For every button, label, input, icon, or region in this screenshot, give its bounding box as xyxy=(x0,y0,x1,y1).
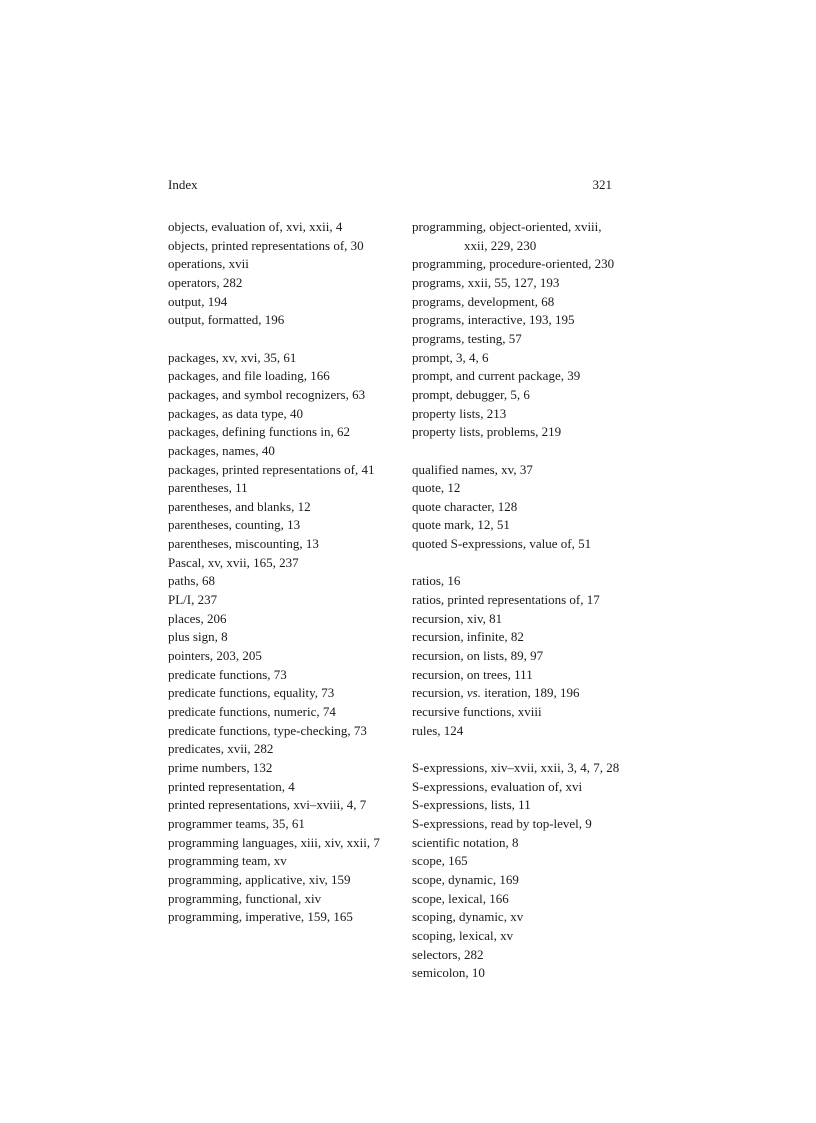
index-entry: S-expressions, lists, 11 xyxy=(412,797,531,813)
index-entry: plus sign, 8 xyxy=(168,629,228,645)
index-entry: S-expressions, evaluation of, xvi xyxy=(412,778,583,794)
index-entry: programming, procedure-oriented, 230 xyxy=(412,256,615,272)
index-entry: prime numbers, 132 xyxy=(168,760,273,776)
index-entry: programming team, xv xyxy=(168,853,287,869)
index-entry: programming, applicative, xiv, 159 xyxy=(168,871,351,887)
index-entry: output, 194 xyxy=(168,293,228,309)
index-entry: parentheses, and blanks, 12 xyxy=(168,498,311,514)
index-entry: parentheses, 11 xyxy=(168,480,248,496)
index-entry: ratios, 16 xyxy=(412,573,461,589)
index-entry: objects, evaluation of, xvi, xxii, 4 xyxy=(168,219,343,234)
index-entry: packages, and file loading, 166 xyxy=(168,368,330,384)
index-entry: Pascal, xv, xvii, 165, 237 xyxy=(168,554,299,570)
page-header xyxy=(168,176,612,194)
index-entry: programmer teams, 35, 61 xyxy=(168,815,305,831)
letter-group-gap xyxy=(412,442,626,461)
index-entry: qualified names, xv, 37 xyxy=(412,461,533,477)
index-entry: rules, 124 xyxy=(412,722,464,738)
index-entry: objects, printed representations of, 30 xyxy=(168,237,364,253)
index-entry: recursion, on trees, 111 xyxy=(412,666,533,682)
index-entry: packages, as data type, 40 xyxy=(168,405,304,421)
index-entry: programs, xxii, 55, 127, 193 xyxy=(412,274,560,290)
index-entry: prompt, debugger, 5, 6 xyxy=(412,386,530,402)
index-entry: packages, xv, xvi, 35, 61 xyxy=(168,349,297,365)
index-entry: predicate functions, 73 xyxy=(168,666,287,682)
index-column-left xyxy=(168,218,382,927)
index-entry-text: iteration, 189, 196 xyxy=(480,685,580,701)
index-entry: quote, 12 xyxy=(412,480,461,496)
index-entry: packages, printed representations of, 41 xyxy=(168,461,375,477)
index-entry: programs, testing, 57 xyxy=(412,330,522,346)
index-entry: predicates, xvii, 282 xyxy=(168,741,274,757)
index-entry: S-expressions, read by top-level, 9 xyxy=(412,815,592,831)
index-entry: pointers, 203, 205 xyxy=(168,648,262,664)
index-entry: quote character, 128 xyxy=(412,498,518,514)
index-entry: property lists, 213 xyxy=(412,405,507,421)
index-entry: scoping, lexical, xv xyxy=(412,927,514,943)
index-entry: parentheses, miscounting, 13 xyxy=(168,536,319,552)
index-entry: predicate functions, numeric, 74 xyxy=(168,704,336,720)
index-entry: programming, object-oriented, xviii, xxii, 229, 230 xyxy=(412,219,602,253)
index-entry: programming, imperative, 159, 165 xyxy=(168,909,353,925)
index-entry: operators, 282 xyxy=(168,274,243,290)
index-entry: selectors, 282 xyxy=(412,946,484,962)
index-entry: operations, xvii xyxy=(168,256,249,272)
index-entry: ratios, printed representations of, 17 xyxy=(412,592,600,608)
page-number: 321 xyxy=(592,177,612,192)
letter-group-gap xyxy=(412,554,626,573)
index-entry: printed representations, xvi–xviii, 4, 7 xyxy=(168,797,367,813)
index-entry-italic: vs. xyxy=(466,685,481,701)
index-entry: packages, and symbol recognizers, 63 xyxy=(168,386,366,402)
index-entry: recursion, on lists, 89, 97 xyxy=(412,648,544,664)
index-entry xyxy=(412,684,626,703)
index-entry: places, 206 xyxy=(168,610,227,626)
index-entry: predicate functions, equality, 73 xyxy=(168,685,335,701)
index-entry: programs, interactive, 193, 195 xyxy=(412,312,575,328)
index-entry: property lists, problems, 219 xyxy=(412,424,562,440)
index-entry: scoping, dynamic, xv xyxy=(412,909,524,925)
index-entry: scope, 165 xyxy=(412,853,468,869)
index-entry: prompt, and current package, 39 xyxy=(412,368,581,384)
index-entry: quoted S-expressions, value of, 51 xyxy=(412,536,592,552)
index-entry: output, formatted, 196 xyxy=(168,312,285,328)
index-entry: PL/I, 237 xyxy=(168,592,218,608)
index-entry: recursive functions, xviii xyxy=(412,704,542,720)
index-entry: scientific notation, 8 xyxy=(412,834,519,850)
index-entry: packages, defining functions in, 62 xyxy=(168,424,350,440)
index-entry: recursion, xiv, 81 xyxy=(412,610,503,626)
index-entry: S-expressions, xiv–xvii, xxii, 3, 4, 7, 28 xyxy=(412,759,620,775)
index-entry: prompt, 3, 4, 6 xyxy=(412,349,489,365)
index-entry: scope, lexical, 166 xyxy=(412,890,509,906)
index-entry: programming, functional, xiv xyxy=(168,890,322,906)
index-column-right xyxy=(412,218,626,983)
index-entry: programming languages, xiii, xiv, xxii, 7 xyxy=(168,834,380,850)
index-entry: packages, names, 40 xyxy=(168,442,275,458)
letter-group-gap xyxy=(412,740,626,759)
index-entry: predicate functions, type-checking, 73 xyxy=(168,722,367,738)
index-entry: quote mark, 12, 51 xyxy=(412,517,510,533)
index-entry: paths, 68 xyxy=(168,573,215,589)
index-entry: scope, dynamic, 169 xyxy=(412,871,519,887)
index-entry: programs, development, 68 xyxy=(412,293,555,309)
letter-group-gap xyxy=(168,330,382,349)
index-entry: semicolon, 10 xyxy=(412,965,485,981)
index-entry: printed representation, 4 xyxy=(168,778,295,794)
index-entry-text: recursion, xyxy=(412,685,467,701)
index-entry: parentheses, counting, 13 xyxy=(168,517,301,533)
running-head: Index xyxy=(168,177,198,192)
index-entry: recursion, infinite, 82 xyxy=(412,629,524,645)
